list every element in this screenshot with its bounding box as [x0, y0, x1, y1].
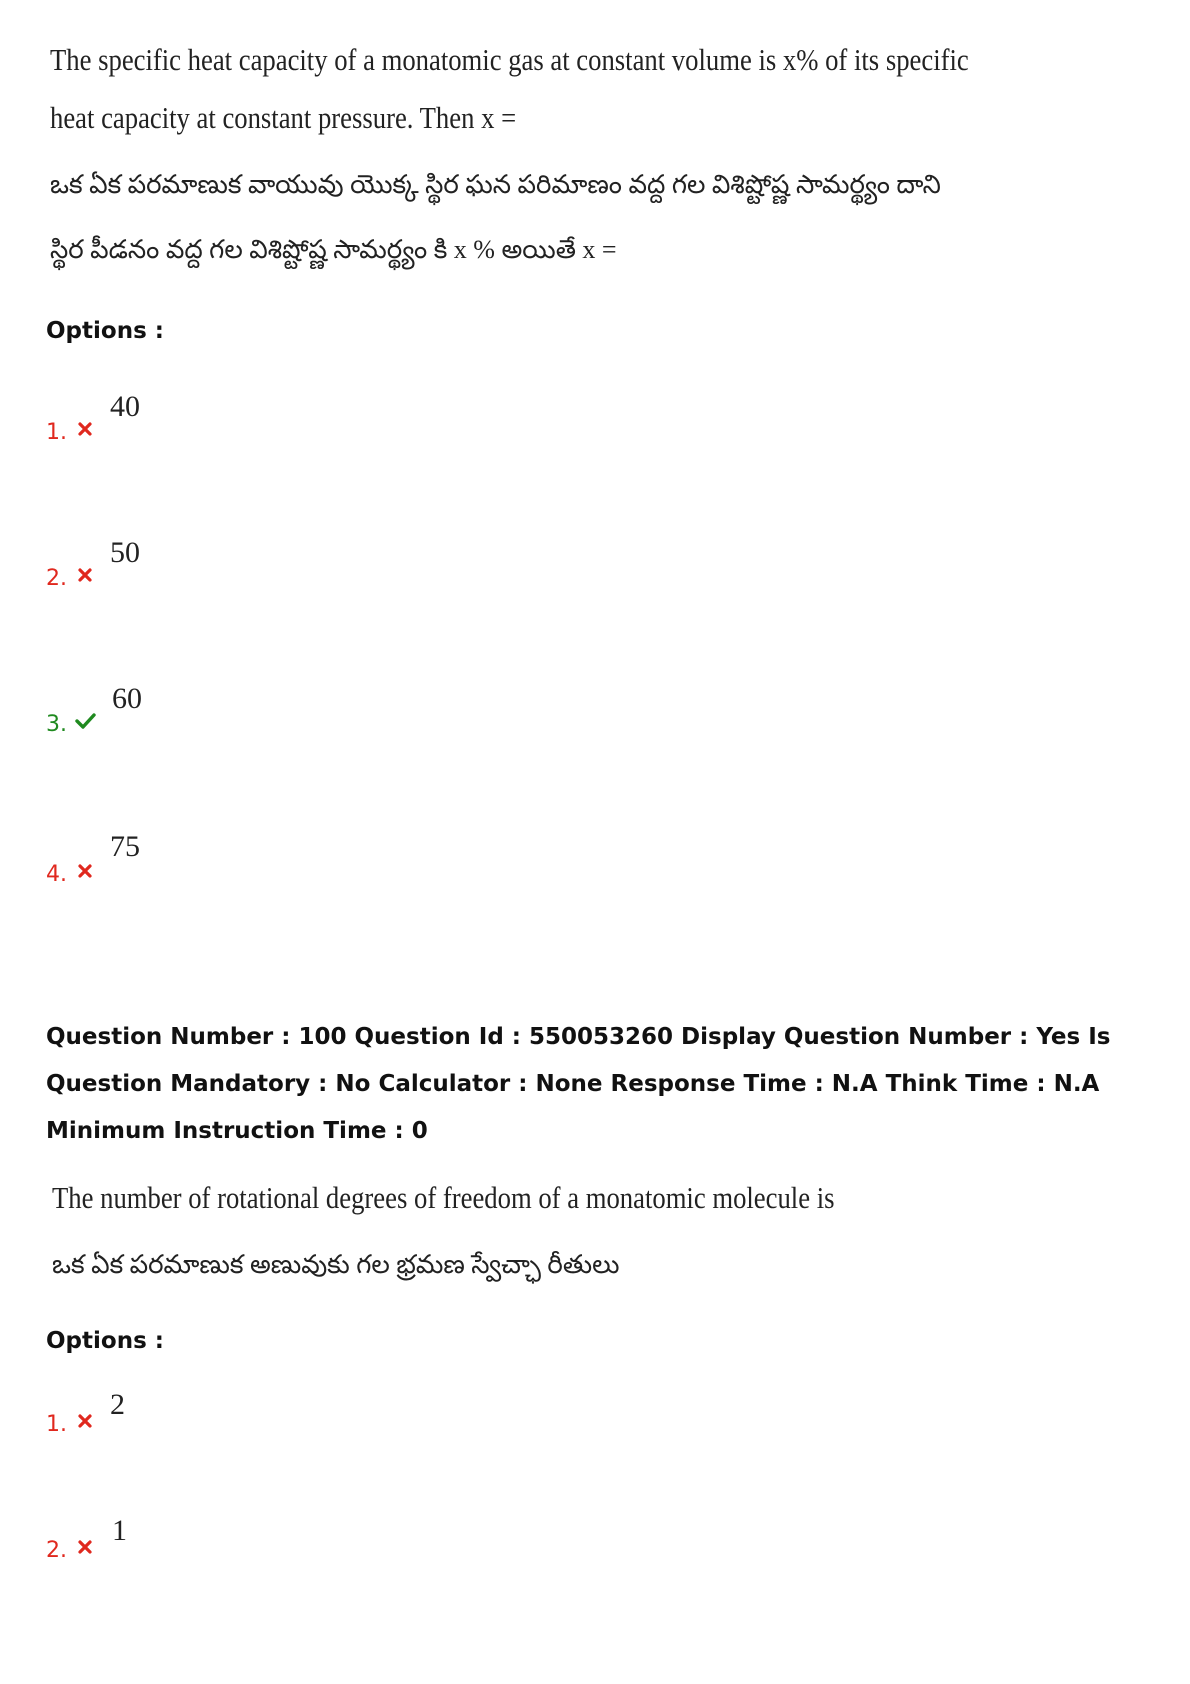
- question-text-te-line1: ఒక ఏక పరమాణుక వాయువు యొక్క స్థిర ఘన పరిమాణం వద్ద గల విశిష్టోష్ణ సామర్థ్యం దాని: [50, 170, 941, 199]
- question-text-en-line1: The specific heat capacity of a monatomic gas at constant volume is x% of its specific: [50, 42, 969, 77]
- question-text-en-line2: heat capacity at constant pressure. Then x =: [50, 100, 517, 135]
- cross-icon: [76, 862, 94, 880]
- option-number: 2.: [46, 1538, 67, 1563]
- cross-icon: [76, 1538, 94, 1556]
- options-label: Options :: [46, 318, 164, 344]
- option-number: 4.: [46, 862, 67, 887]
- option-number: 1.: [46, 420, 67, 445]
- cross-icon: [76, 566, 94, 584]
- options-label: Options :: [46, 1328, 164, 1354]
- option-value: 50: [110, 536, 140, 569]
- cross-icon: [76, 420, 94, 438]
- option-number: 2.: [46, 566, 67, 591]
- option-value: 1: [112, 1514, 127, 1547]
- check-icon: [74, 712, 96, 730]
- question-meta: Question Number : 100 Question Id : 550053260 Display Question Number : Yes Is Question Mandatory : No Calculator : None Response Time : N.A Think Time : N.A Minimum Instruction Time : 0: [46, 1024, 1111, 1144]
- option-value: 2: [110, 1388, 125, 1421]
- cross-icon: [76, 1412, 94, 1430]
- question-text-te: ఒక ఏక పరమాణుక అణువుకు గల భ్రమణ స్వేచ్ఛా రీతులు: [52, 1250, 620, 1279]
- option-value: 75: [110, 830, 140, 863]
- question-text-en: The number of rotational degrees of freedom of a monatomic molecule is: [52, 1180, 835, 1215]
- option-number: 1.: [46, 1412, 67, 1437]
- question-text-te-line2: స్థిర పీడనం వద్ద గల విశిష్టోష్ణ సామర్థ్యం కి x % అయితే x =: [50, 235, 617, 264]
- option-value: 40: [110, 390, 140, 423]
- option-value: 60: [112, 682, 142, 715]
- option-number: 3.: [46, 712, 67, 737]
